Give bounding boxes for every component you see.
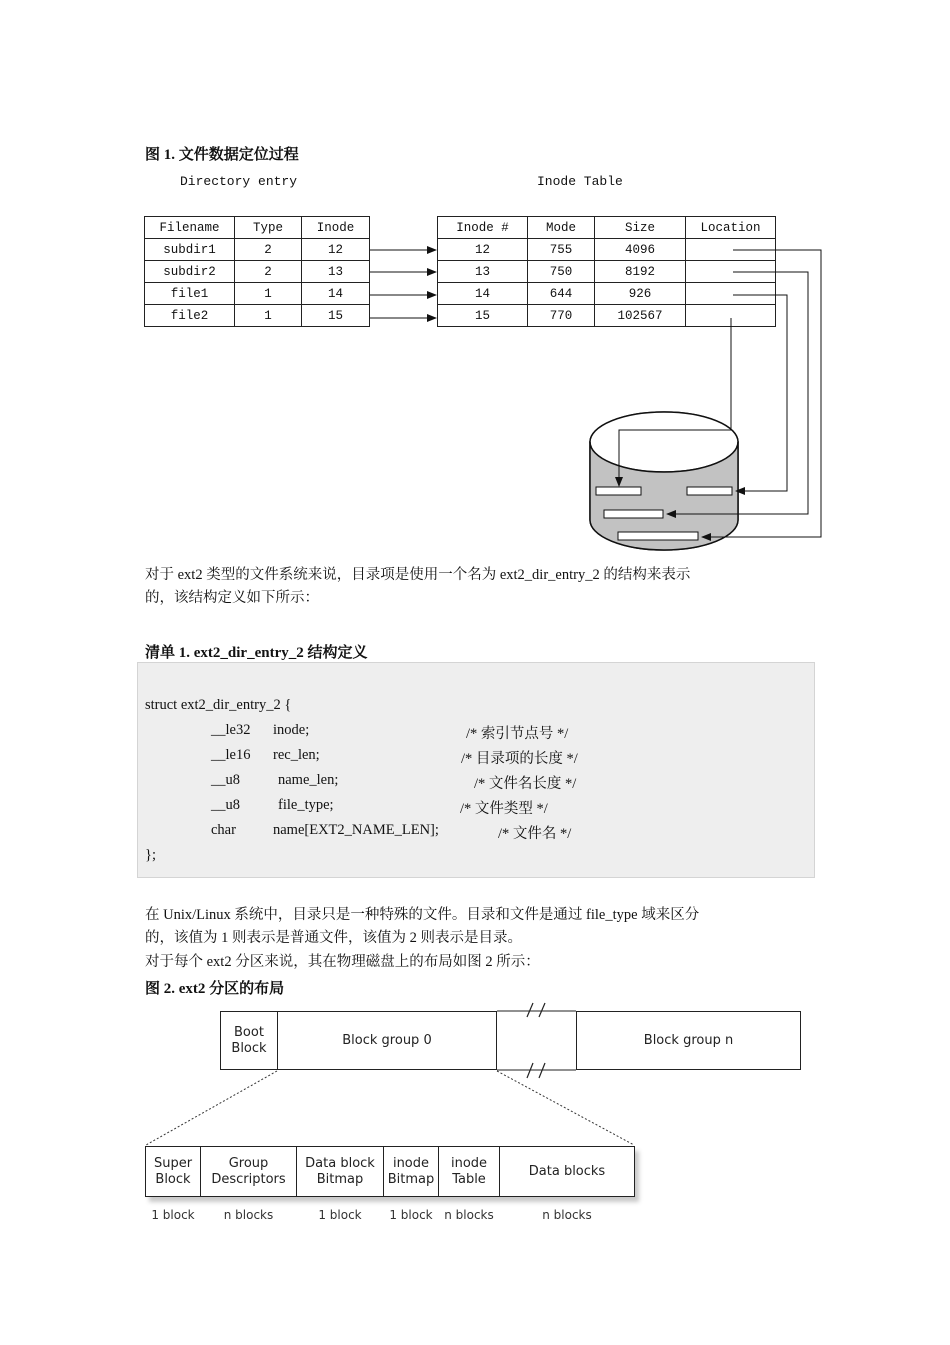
table-cell: 750 (528, 261, 595, 283)
disk-block-4 (618, 532, 698, 540)
code-field-comment: /* 文件名 */ (498, 826, 572, 842)
figure2-caption: 图 2. ext2 分区的布局 (145, 981, 285, 997)
paragraph-line: 的，该值为 1 则表示是普通文件，该值为 2 则表示是目录。 (145, 930, 522, 946)
block-group-n-label: Block group n (643, 1032, 734, 1048)
block-group-0-label: Block group 0 (342, 1032, 432, 1048)
table-cell: subdir1 (145, 239, 235, 261)
table-cell: 770 (528, 305, 595, 327)
code-field-type: __u8 (211, 772, 240, 788)
table-cell: 926 (595, 283, 686, 305)
block-line2: Table (452, 1171, 486, 1187)
paragraph-line: 对于每个 ext2 分区来说，其在物理磁盘上的布局如图 2 所示： (145, 954, 540, 970)
inode-table-block (438, 1146, 500, 1197)
table-cell: 2 (235, 239, 302, 261)
table-cell: 15 (438, 305, 528, 327)
table-cell: 755 (528, 239, 595, 261)
inode-bitmap-block (383, 1146, 439, 1197)
code-field-comment: /* 文件名长度 */ (474, 776, 577, 792)
block-size-label: 1 block (151, 1208, 195, 1222)
expansion-line-right (497, 1071, 634, 1145)
boot-block-line1: Boot (234, 1024, 264, 1040)
group-descriptors-block (200, 1146, 297, 1197)
code-field-type: char (211, 822, 236, 838)
inode-table-title: Inode Table (537, 174, 623, 189)
paragraph-line: 在 Unix/Linux 系统中，目录只是一种特殊的文件。目录和文件是通过 file_type 域来区分 (145, 907, 700, 923)
table-cell: 13 (302, 261, 370, 283)
paragraph-line: 的，该结构定义如下所示： (145, 590, 319, 606)
table-cell: subdir2 (145, 261, 235, 283)
disk-block-3 (604, 510, 663, 518)
table-cell: 15 (302, 305, 370, 327)
block-size-label: 1 block (389, 1208, 433, 1222)
code-field-name: file_type; (278, 797, 334, 813)
block-line1: Data block (305, 1155, 375, 1171)
table-header: Size (595, 217, 686, 239)
paragraph-line: 对于 ext2 类型的文件系统来说，目录项是使用一个名为 ext2_dir_entry_2 的结构来表示 (145, 567, 691, 583)
table-header: Inode # (438, 217, 528, 239)
code-struct-close: }; (145, 847, 156, 863)
boot-block-line2: Block (231, 1040, 267, 1056)
data-blocks-block (499, 1146, 635, 1197)
code-field-name: rec_len; (273, 747, 320, 763)
disk-block-2 (687, 487, 732, 495)
table-cell: file2 (145, 305, 235, 327)
block-size-label: n blocks (444, 1208, 494, 1222)
table-cell: 4096 (595, 239, 686, 261)
table-cell: 12 (302, 239, 370, 261)
table-cell: 14 (302, 283, 370, 305)
block-line1: Super (153, 1155, 193, 1171)
block-line2: Descriptors (211, 1171, 286, 1187)
expansion-line-left (146, 1071, 277, 1145)
figure2-lines (0, 995, 950, 1155)
table-header: Location (686, 217, 776, 239)
disk-block-1 (596, 487, 641, 495)
disk-cylinder-icon (590, 412, 738, 550)
code-field-name: inode; (273, 722, 310, 738)
directory-entry-title: Directory entry (180, 174, 298, 189)
listing-caption: 清单 1. ext2_dir_entry_2 结构定义 (145, 645, 368, 661)
code-field-name: name_len; (278, 772, 339, 788)
figure1-caption: 图 1. 文件数据定位过程 (145, 147, 299, 163)
block-size-label: 1 block (318, 1208, 362, 1222)
code-field-type: __le16 (211, 747, 251, 763)
block-line1: Group (228, 1155, 269, 1171)
table-header: Inode (302, 217, 370, 239)
data-block-bitmap (296, 1146, 384, 1197)
table-cell: 1 (235, 283, 302, 305)
table-cell: 102567 (595, 305, 686, 327)
code-block (137, 662, 815, 878)
code-field-type: __le32 (211, 722, 251, 738)
code-field-comment: /* 索引节点号 */ (466, 726, 569, 742)
super-block (145, 1146, 201, 1197)
table-header: Filename (145, 217, 235, 239)
block-line2: Bitmap (387, 1171, 435, 1187)
block-line1: Data blocks (528, 1163, 606, 1179)
table-cell: 12 (438, 239, 528, 261)
table-header: Type (235, 217, 302, 239)
table-cell: 13 (438, 261, 528, 283)
table-cell: 1 (235, 305, 302, 327)
block-line2: Block (155, 1171, 191, 1187)
code-field-comment: /* 目录项的长度 */ (461, 751, 578, 767)
table-cell: 644 (528, 283, 595, 305)
table-cell: 2 (235, 261, 302, 283)
block-line1: inode (450, 1155, 488, 1171)
block-line2: Bitmap (316, 1171, 364, 1187)
code-struct-open: struct ext2_dir_entry_2 { (145, 697, 292, 713)
code-field-name: name[EXT2_NAME_LEN]; (273, 822, 439, 838)
break-mark-icon (527, 1003, 545, 1078)
block-size-label: n blocks (542, 1208, 592, 1222)
code-field-comment: /* 文件类型 */ (460, 801, 548, 817)
table-header: Mode (528, 217, 595, 239)
table-cell: file1 (145, 283, 235, 305)
code-field-type: __u8 (211, 797, 240, 813)
table-cell: 8192 (595, 261, 686, 283)
inode-link-arrows (370, 250, 436, 318)
figure1-connectors (0, 0, 950, 560)
table-cell: 14 (438, 283, 528, 305)
block-line1: inode (392, 1155, 430, 1171)
block-size-label: n blocks (223, 1208, 274, 1222)
arrow-icon (733, 295, 787, 491)
